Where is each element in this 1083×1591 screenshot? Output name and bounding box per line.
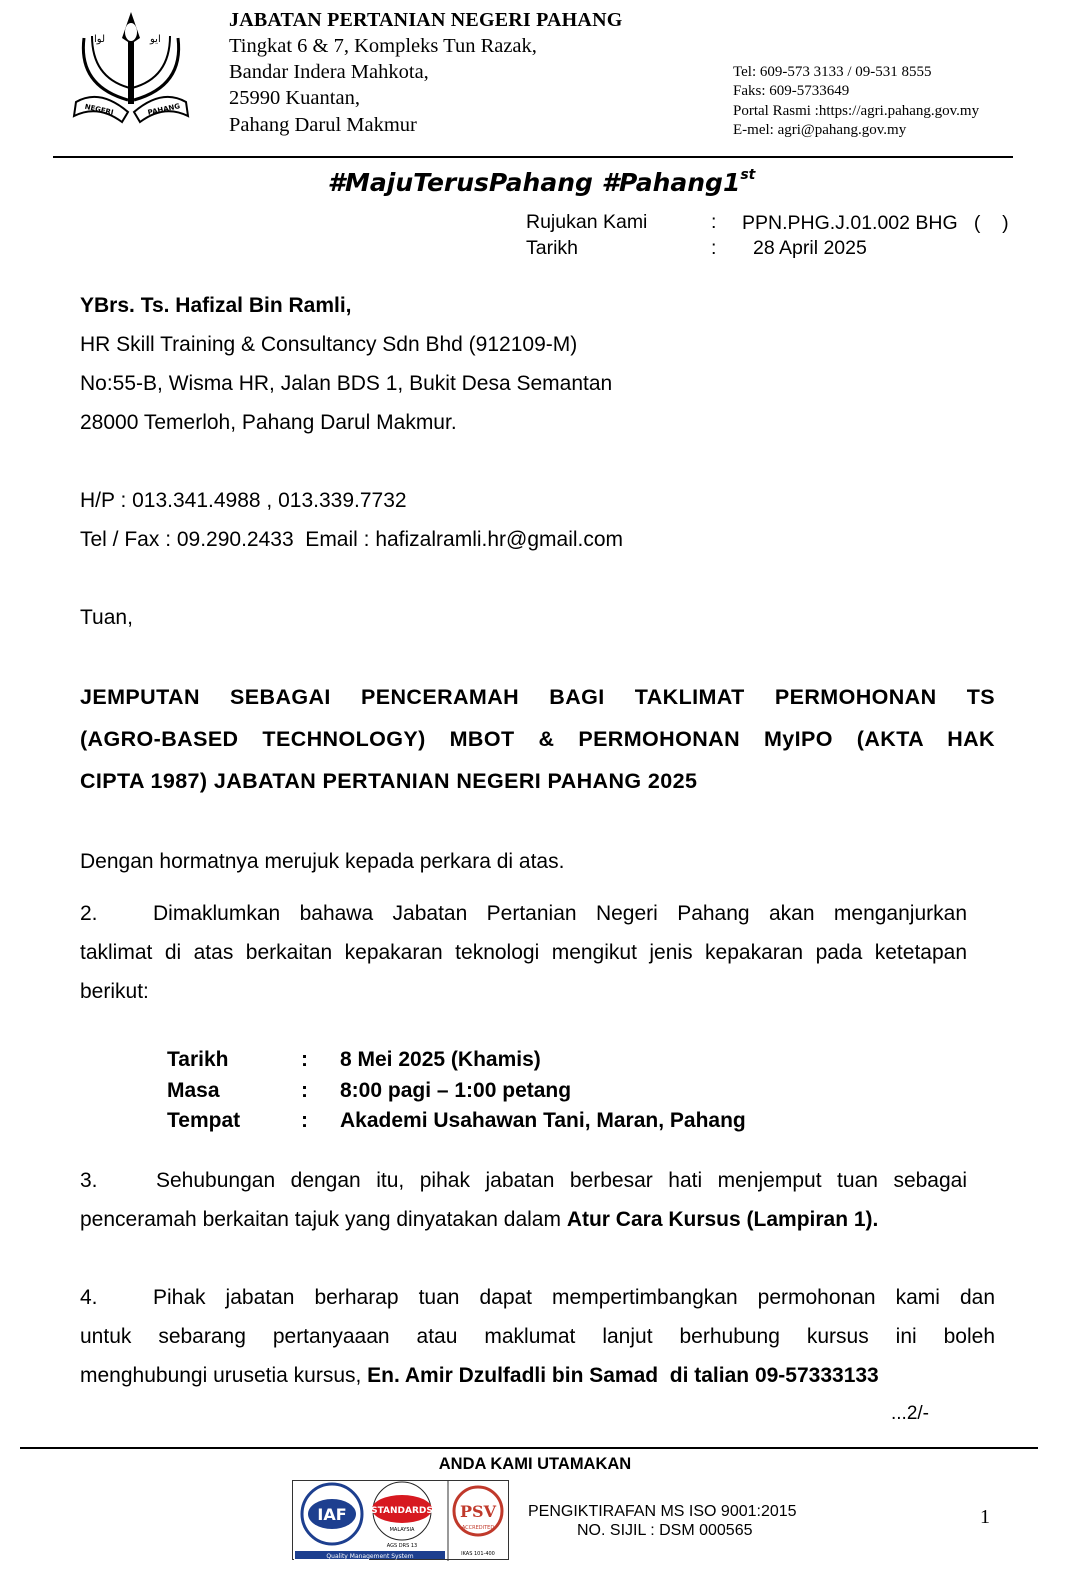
- tagline-sup: st: [740, 166, 756, 183]
- header-divider: [53, 156, 1013, 158]
- address-line: 25990 Kuantan,: [229, 87, 360, 109]
- psv-code-label: IKAS 101-400: [461, 1551, 495, 1557]
- paragraph-4-line: menghubungi urusetia kursus, En. Amir Dzulfadli bin Samad di talian 09-57333133: [80, 1364, 879, 1387]
- detail-value: 8 Mei 2025 (Khamis): [340, 1048, 541, 1071]
- paragraph-number: 3.: [80, 1169, 98, 1192]
- continuation-marker: ...2/-: [891, 1403, 930, 1424]
- ref-label: Rujukan Kami: [526, 211, 648, 233]
- paragraph-4-line: 4. Pihak jabatan berharap tuan dapat mempertimbangkan permohonan kami dan: [80, 1286, 995, 1309]
- subject-line: CIPTA 1987) JABATAN PERTANIAN NEGERI PAHANG 2025: [80, 769, 698, 793]
- address-line: Tingkat 6 & 7, Kompleks Tun Razak,: [229, 35, 537, 57]
- address-line: Bandar Indera Mahkota,: [229, 61, 429, 83]
- paragraph-3-line: 3. Sehubungan dengan itu, pihak jabatan berbesar hati menjemput tuan sebagai: [80, 1169, 967, 1192]
- detail-colon: :: [301, 1109, 308, 1132]
- certificate-number: NO. SIJIL : DSM 000565: [577, 1522, 753, 1539]
- seal-label-left: NEGERI: [83, 102, 115, 117]
- tagline: [0, 168, 1083, 197]
- recipient-phone: H/P : 013.341.4988 , 013.339.7732: [80, 489, 407, 512]
- detail-label: Tempat: [167, 1109, 241, 1132]
- svg-text:ﻟﻮﺍ: ﻟﻮﺍ: [94, 34, 105, 45]
- seal-label-right: PAHANG: [147, 102, 181, 117]
- detail-label: Tarikh: [167, 1048, 229, 1071]
- tagline-main: #MajuTerusPahang #Pahang1: [327, 168, 741, 197]
- contact-email: E-mel: agri@pahang.gov.my: [733, 122, 907, 138]
- paragraph-2-line: 2. Dimaklumkan bahawa Jabatan Pertanian Negeri Pahang akan menganjurkan: [80, 902, 967, 925]
- qms-label: Quality Management System: [326, 1553, 414, 1560]
- psv-sub-label: ACCREDITED: [461, 1525, 495, 1531]
- paragraph-number: 4.: [80, 1286, 98, 1309]
- contact-fax: Faks: 609-5733649: [733, 83, 850, 99]
- recipient-name: YBrs. Ts. Hafizal Bin Ramli,: [80, 294, 352, 317]
- ref-value: PPN.PHG.J.01.002 BHG ( ): [742, 212, 1009, 234]
- psv-label: PSV: [460, 1502, 496, 1521]
- paragraph-4-line: untuk sebarang pertanyaaan atau maklumat lanjut berhubung kursus ini boleh: [80, 1325, 995, 1348]
- standards-code-label: AGS DRS 13: [386, 1543, 418, 1549]
- contact-portal: Portal Rasmi :https://agri.pahang.gov.my: [733, 103, 980, 119]
- org-name: JABATAN PERTANIAN NEGERI PAHANG: [229, 9, 623, 31]
- detail-value: 8:00 pagi – 1:00 petang: [340, 1079, 572, 1102]
- date-value: 28 April 2025: [753, 237, 867, 259]
- pahang-state-seal: [70, 8, 192, 126]
- certification-text: PENGIKTIRAFAN MS ISO 9001:2015: [528, 1503, 797, 1520]
- paragraph-1: Dengan hormatnya merujuk kepada perkara di atas.: [80, 850, 565, 873]
- detail-colon: :: [301, 1048, 308, 1071]
- standards-sub-label: MALAYSIA: [389, 1527, 415, 1533]
- contact-tel: Tel: 609-573 3133 / 09-531 8555: [733, 64, 932, 80]
- paragraph-number: 2.: [80, 902, 98, 925]
- paragraph-2-line: taklimat di atas berkaitan kepakaran teknologi mengikut jenis kepakaran pada ketetapan: [80, 941, 967, 964]
- paragraph-2-line: berikut:: [80, 980, 149, 1003]
- iaf-label: IAF: [317, 1505, 347, 1524]
- detail-value: Akademi Usahawan Tani, Maran, Pahang: [340, 1109, 746, 1132]
- detail-label: Masa: [167, 1079, 220, 1102]
- standards-label: STANDARDS: [371, 1506, 433, 1516]
- footer-divider: [20, 1447, 1038, 1449]
- certification-logos: [292, 1480, 509, 1560]
- footer-motto: ANDA KAMI UTAMAKAN: [438, 1455, 632, 1473]
- recipient-company: HR Skill Training & Consultancy Sdn Bhd (912109-M): [80, 333, 578, 356]
- recipient-address: No:55-B, Wisma HR, Jalan BDS 1, Bukit Desa Semantan: [80, 372, 613, 395]
- paragraph-3-line: penceramah berkaitan tajuk yang dinyatakan dalam Atur Cara Kursus (Lampiran 1).: [80, 1208, 879, 1231]
- date-colon: :: [711, 237, 717, 259]
- svg-text:ﺍﻳﻮ: ﺍﻳﻮ: [150, 34, 161, 45]
- ref-colon: :: [711, 211, 717, 233]
- subject-line: (AGRO-BASED TECHNOLOGY) MBOT & PERMOHONAN MyIPO (AKTA HAK: [80, 727, 995, 751]
- address-line: Pahang Darul Makmur: [229, 114, 417, 136]
- salutation: Tuan,: [80, 606, 133, 629]
- subject-line: JEMPUTAN SEBAGAI PENCERAMAH BAGI TAKLIMAT PERMOHONAN TS: [80, 685, 995, 709]
- recipient-address: 28000 Temerloh, Pahang Darul Makmur.: [80, 411, 457, 434]
- date-label: Tarikh: [526, 237, 579, 259]
- detail-colon: :: [301, 1079, 308, 1102]
- recipient-tel-email: Tel / Fax : 09.290.2433 Email : hafizalramli.hr@gmail.com: [80, 528, 624, 551]
- page-number: 1: [980, 1506, 990, 1528]
